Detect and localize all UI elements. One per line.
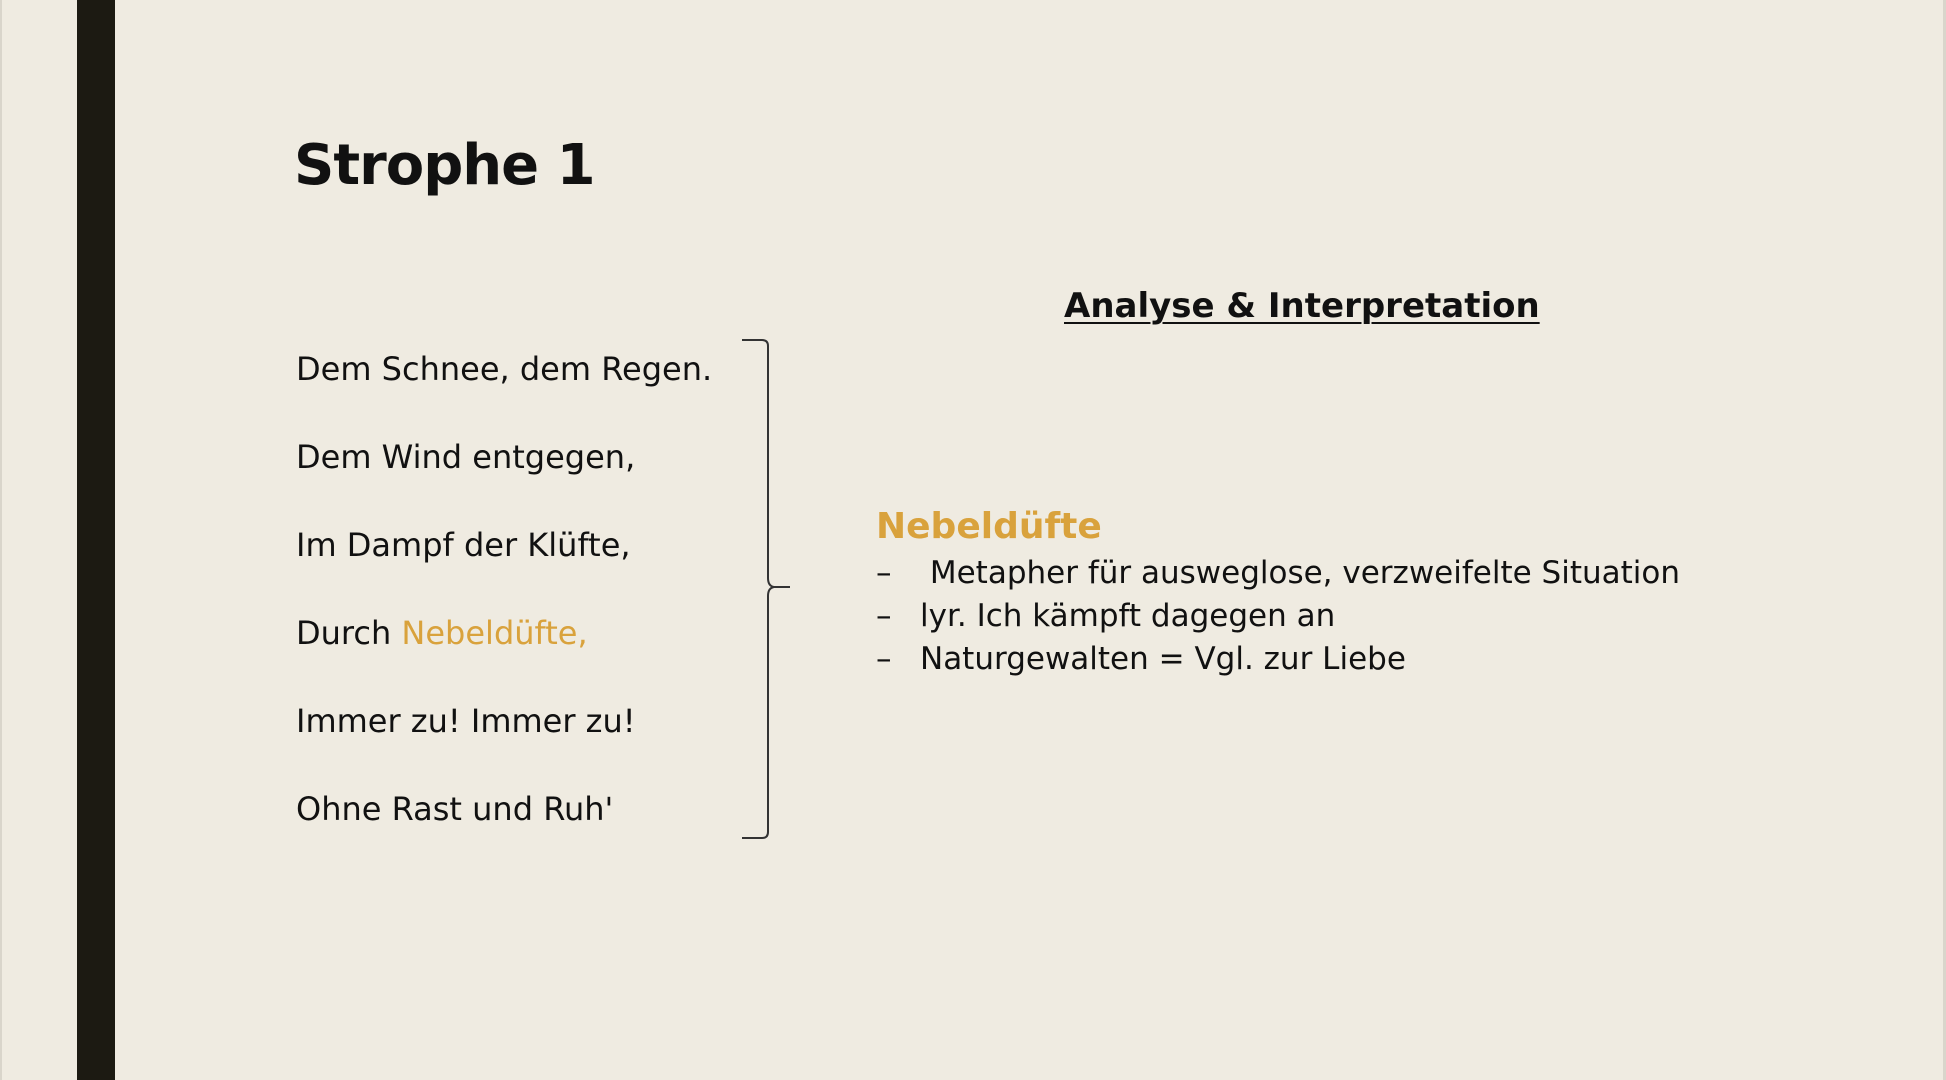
analysis-point-text: Naturgewalten = Vgl. zur Liebe [920, 641, 1406, 677]
poem-line-text: Dem Wind entgegen, [296, 438, 636, 476]
analysis-term: Nebeldüfte [876, 506, 1102, 547]
poem-line-text: Immer zu! Immer zu! [296, 702, 636, 740]
dash-bullet: – [876, 598, 892, 634]
left-edge-line [0, 0, 2, 1080]
poem-stanza [296, 344, 712, 872]
analysis-point-text: lyr. Ich kämpft dagegen an [920, 598, 1336, 634]
poem-line-text: Durch [296, 614, 402, 652]
poem-line [296, 696, 712, 784]
analysis-heading: Analyse & Interpretation [1064, 286, 1540, 326]
analysis-block [876, 502, 1680, 681]
dash-bullet: – [876, 555, 892, 591]
poem-line-highlight: Nebeldüfte, [401, 614, 588, 652]
poem-line [296, 432, 712, 520]
analysis-point [876, 552, 1680, 595]
poem-line [296, 784, 712, 872]
poem-line-text: Ohne Rast und Ruh' [296, 790, 614, 828]
right-brace-icon [740, 338, 790, 840]
poem-line [296, 520, 712, 608]
side-accent-bar [77, 0, 115, 1080]
dash-bullet: – [876, 641, 892, 677]
analysis-point [876, 595, 1680, 638]
slide-title: Strophe 1 [294, 133, 595, 198]
analysis-point-text: Metapher für ausweglose, verzweifelte Situation [920, 555, 1681, 591]
poem-line [296, 344, 712, 432]
poem-line [296, 608, 712, 696]
analysis-points [876, 552, 1680, 681]
poem-line-text: Im Dampf der Klüfte, [296, 526, 631, 564]
poem-line-text: Dem Schnee, dem Regen. [296, 350, 713, 388]
analysis-point [876, 638, 1680, 681]
